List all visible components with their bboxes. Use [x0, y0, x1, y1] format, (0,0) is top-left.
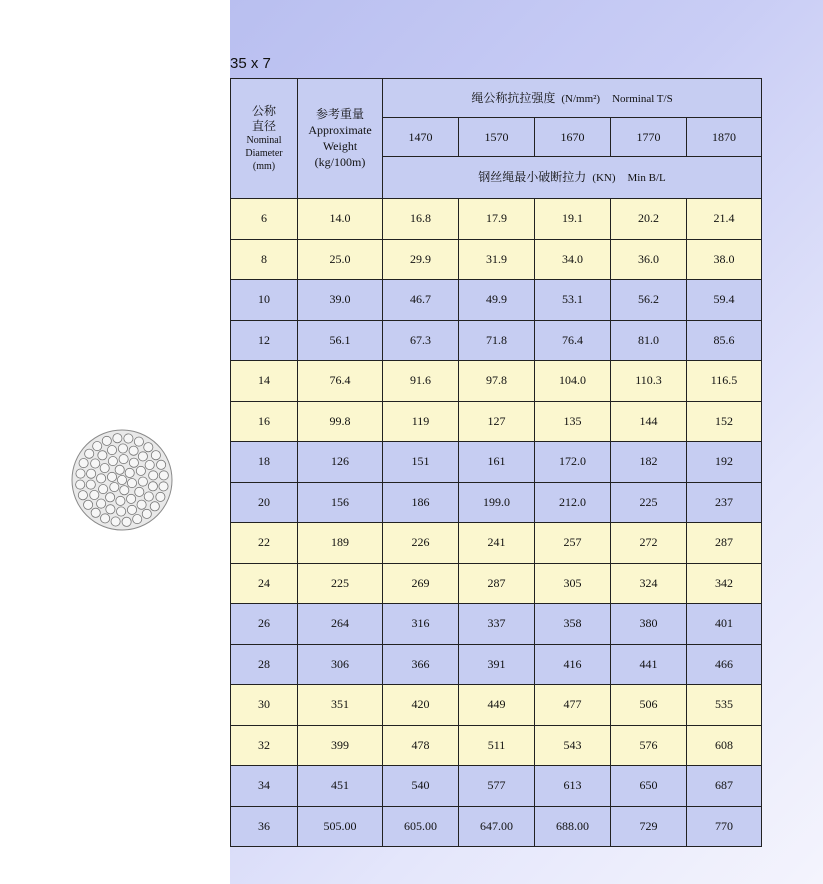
breaking-header-en: Min B/L: [627, 172, 666, 184]
diameter-cell: 36: [231, 806, 298, 847]
breaking-load-cell: 20.2: [611, 199, 687, 240]
breaking-load-cell: 192: [687, 442, 762, 483]
breaking-load-cell: 608: [687, 725, 762, 766]
weight-cell: 25.0: [298, 239, 383, 280]
grade-1670: 1670: [535, 118, 611, 157]
breaking-load-cell: 116.5: [687, 361, 762, 402]
breaking-load-cell: 441: [611, 644, 687, 685]
weight-cell: 126: [298, 442, 383, 483]
breaking-load-cell: 577: [459, 766, 535, 807]
breaking-load-cell: 76.4: [535, 320, 611, 361]
breaking-load-cell: 36.0: [611, 239, 687, 280]
breaking-load-cell: 477: [535, 685, 611, 726]
weight-cell: 505.00: [298, 806, 383, 847]
breaking-load-cell: 540: [383, 766, 459, 807]
breaking-load-cell: 342: [687, 563, 762, 604]
breaking-load-cell: 366: [383, 644, 459, 685]
diameter-cell: 10: [231, 280, 298, 321]
weight-header-en-2: Weight: [322, 139, 358, 153]
breaking-load-cell: 161: [459, 442, 535, 483]
strength-header: [383, 79, 762, 118]
table-row: [231, 644, 762, 685]
weight-cell: 39.0: [298, 280, 383, 321]
weight-header-en-1: Approximate: [308, 123, 372, 137]
breaking-load-cell: 71.8: [459, 320, 535, 361]
breaking-load-cell: 287: [687, 523, 762, 564]
weight-header-zh: 参考重量: [315, 107, 364, 121]
table-row: [231, 523, 762, 564]
breaking-load-cell: 391: [459, 644, 535, 685]
breaking-load-cell: 226: [383, 523, 459, 564]
weight-cell: 156: [298, 482, 383, 523]
breaking-load-cell: 110.3: [611, 361, 687, 402]
diameter-cell: 12: [231, 320, 298, 361]
diameter-cell: 32: [231, 725, 298, 766]
weight-header: [298, 79, 383, 199]
breaking-load-cell: 85.6: [687, 320, 762, 361]
breaking-load-cell: 67.3: [383, 320, 459, 361]
breaking-load-cell: 449: [459, 685, 535, 726]
breaking-load-cell: 34.0: [535, 239, 611, 280]
strength-header-unit: (N/mm²): [561, 92, 601, 105]
breaking-load-cell: 316: [383, 604, 459, 645]
breaking-load-cell: 729: [611, 806, 687, 847]
grade-1570: 1570: [459, 118, 535, 157]
table-row: [231, 442, 762, 483]
breaking-load-cell: 212.0: [535, 482, 611, 523]
diameter-cell: 30: [231, 685, 298, 726]
breaking-load-header: [383, 157, 762, 199]
breaking-load-cell: 605.00: [383, 806, 459, 847]
table-row: [231, 199, 762, 240]
breaking-load-cell: 49.9: [459, 280, 535, 321]
breaking-load-cell: 81.0: [611, 320, 687, 361]
breaking-load-cell: 241: [459, 523, 535, 564]
page-title: 35 x 7: [230, 55, 271, 72]
breaking-load-cell: 186: [383, 482, 459, 523]
weight-cell: 14.0: [298, 199, 383, 240]
breaking-load-cell: 506: [611, 685, 687, 726]
diameter-cell: 16: [231, 401, 298, 442]
diameter-cell: 8: [231, 239, 298, 280]
breaking-load-cell: 420: [383, 685, 459, 726]
weight-cell: 451: [298, 766, 383, 807]
breaking-load-cell: 543: [535, 725, 611, 766]
breaking-load-cell: 119: [383, 401, 459, 442]
diameter-header-unit: (mm): [252, 161, 276, 172]
breaking-load-cell: 466: [687, 644, 762, 685]
breaking-load-cell: 358: [535, 604, 611, 645]
breaking-header-zh: 钢丝绳最小破断拉力: [478, 170, 587, 184]
table-row: [231, 685, 762, 726]
strength-header-zh: 绳公称抗拉强度: [471, 90, 556, 105]
weight-cell: 76.4: [298, 361, 383, 402]
breaking-load-cell: 770: [687, 806, 762, 847]
diameter-cell: 14: [231, 361, 298, 402]
breaking-load-cell: 19.1: [535, 199, 611, 240]
breaking-load-cell: 511: [459, 725, 535, 766]
breaking-load-cell: 416: [535, 644, 611, 685]
weight-header-unit: (kg/100m): [314, 155, 366, 169]
breaking-load-cell: 269: [383, 563, 459, 604]
table-row: [231, 239, 762, 280]
breaking-load-cell: 144: [611, 401, 687, 442]
breaking-load-cell: 305: [535, 563, 611, 604]
rope-cross-section-icon: [70, 428, 174, 532]
breaking-load-cell: 29.9: [383, 239, 459, 280]
grade-1770: 1770: [611, 118, 687, 157]
breaking-load-cell: 172.0: [535, 442, 611, 483]
diameter-header-zh-1: 公称: [251, 104, 276, 118]
breaking-load-cell: 576: [611, 725, 687, 766]
breaking-load-cell: 401: [687, 604, 762, 645]
diameter-cell: 20: [231, 482, 298, 523]
breaking-load-cell: 135: [535, 401, 611, 442]
breaking-load-cell: 182: [611, 442, 687, 483]
breaking-load-cell: 650: [611, 766, 687, 807]
weight-cell: 225: [298, 563, 383, 604]
table-row: [231, 563, 762, 604]
diameter-cell: 18: [231, 442, 298, 483]
breaking-load-cell: 535: [687, 685, 762, 726]
breaking-load-cell: 199.0: [459, 482, 535, 523]
breaking-load-cell: 127: [459, 401, 535, 442]
breaking-load-cell: 687: [687, 766, 762, 807]
diameter-header-zh-2: 直径: [251, 119, 276, 133]
breaking-load-cell: 38.0: [687, 239, 762, 280]
breaking-load-cell: 53.1: [535, 280, 611, 321]
diameter-cell: 28: [231, 644, 298, 685]
breaking-load-cell: 257: [535, 523, 611, 564]
spec-table: [230, 78, 762, 847]
weight-cell: 99.8: [298, 401, 383, 442]
diameter-cell: 34: [231, 766, 298, 807]
breaking-load-cell: 91.6: [383, 361, 459, 402]
weight-cell: 306: [298, 644, 383, 685]
diameter-header-en-2: Diameter: [245, 148, 283, 159]
weight-cell: 351: [298, 685, 383, 726]
breaking-load-cell: 225: [611, 482, 687, 523]
strength-header-en: Norminal T/S: [612, 92, 673, 105]
breaking-load-cell: 324: [611, 563, 687, 604]
table-row: [231, 320, 762, 361]
grade-1470: 1470: [383, 118, 459, 157]
breaking-load-cell: 237: [687, 482, 762, 523]
breaking-load-cell: 97.8: [459, 361, 535, 402]
breaking-load-cell: 272: [611, 523, 687, 564]
weight-cell: 264: [298, 604, 383, 645]
breaking-load-cell: 337: [459, 604, 535, 645]
grade-1870: 1870: [687, 118, 762, 157]
breaking-header-unit: (KN): [592, 172, 616, 184]
breaking-load-cell: 104.0: [535, 361, 611, 402]
breaking-load-cell: 688.00: [535, 806, 611, 847]
weight-cell: 189: [298, 523, 383, 564]
diameter-header: [231, 79, 298, 199]
table-row: [231, 482, 762, 523]
breaking-load-cell: 56.2: [611, 280, 687, 321]
table-row: [231, 725, 762, 766]
weight-cell: 56.1: [298, 320, 383, 361]
breaking-load-cell: 613: [535, 766, 611, 807]
table-row: [231, 280, 762, 321]
table-row: [231, 766, 762, 807]
diameter-cell: 6: [231, 199, 298, 240]
table-row: [231, 361, 762, 402]
spec-table-body: [231, 199, 762, 847]
breaking-load-cell: 59.4: [687, 280, 762, 321]
breaking-load-cell: 152: [687, 401, 762, 442]
breaking-load-cell: 647.00: [459, 806, 535, 847]
table-row: [231, 401, 762, 442]
table-row: [231, 806, 762, 847]
breaking-load-cell: 380: [611, 604, 687, 645]
diameter-cell: 22: [231, 523, 298, 564]
diameter-header-en-1: Nominal: [246, 135, 282, 146]
table-row: [231, 604, 762, 645]
breaking-load-cell: 31.9: [459, 239, 535, 280]
breaking-load-cell: 151: [383, 442, 459, 483]
diameter-cell: 24: [231, 563, 298, 604]
breaking-load-cell: 17.9: [459, 199, 535, 240]
breaking-load-cell: 478: [383, 725, 459, 766]
weight-cell: 399: [298, 725, 383, 766]
breaking-load-cell: 287: [459, 563, 535, 604]
breaking-load-cell: 21.4: [687, 199, 762, 240]
breaking-load-cell: 16.8: [383, 199, 459, 240]
breaking-load-cell: 46.7: [383, 280, 459, 321]
diameter-cell: 26: [231, 604, 298, 645]
